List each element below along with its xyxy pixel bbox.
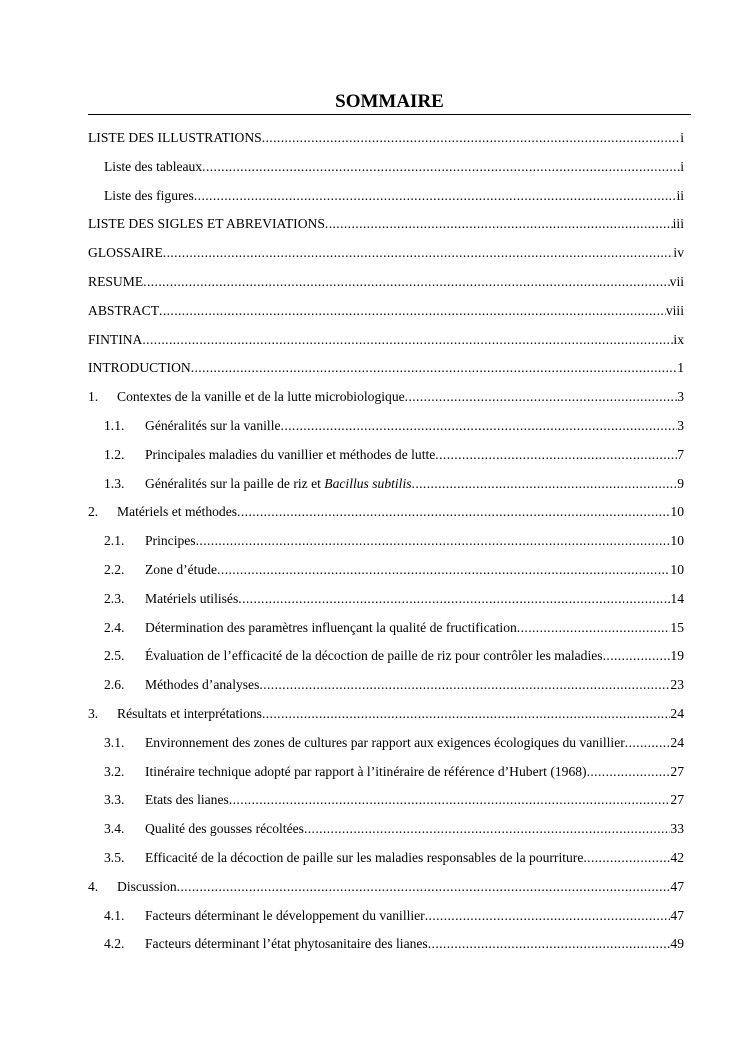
toc-entry[interactable] [88,268,684,297]
toc-entry-number: 3. [88,705,99,721]
toc-entry[interactable] [88,786,684,815]
toc-entry[interactable] [88,383,684,412]
dot-leader [196,527,671,556]
toc-entry-title-text: FINTINA [88,331,143,347]
toc-entry-title-text: Qualité des gousses récoltées [145,821,304,837]
toc-entry-title [117,383,405,412]
toc-entry-title-text: Efficacité de la décoction de paille sur les maladies responsables de la pourriture [145,849,584,865]
toc-entry[interactable] [88,729,684,758]
toc-entry-title-text: Matériels et méthodes [117,504,238,520]
dot-leader [259,671,670,700]
toc-entry-title [88,124,262,153]
toc-entry-page: 3 [677,389,684,405]
toc-entry-title [145,527,196,556]
dot-leader [281,412,678,441]
toc-entry-title [145,470,412,499]
dot-leader [191,354,678,383]
toc-entry[interactable] [88,326,684,355]
dot-leader [262,124,681,153]
toc-entry-page: 23 [670,677,684,693]
toc-entry[interactable] [88,441,684,470]
toc-entry-number: 2.5. [104,648,125,664]
toc-entry-page: 10 [670,561,684,577]
toc-entry-number: 2. [88,504,99,520]
toc-entry-title [88,326,142,355]
toc-entry-title-text: Évaluation de l’efficacité de la décoction de paille de riz pour contrôler les maladies [145,648,603,664]
toc-entry-number: 2.4. [104,619,125,635]
toc-entry-title [104,182,194,211]
dot-leader [142,326,673,355]
toc-entry-page: 9 [677,475,684,491]
toc-entry[interactable] [88,182,684,211]
toc-entry[interactable] [88,239,684,268]
toc-entry-title [145,758,587,787]
toc-entry-number: 3.1. [104,734,125,750]
toc-entry[interactable] [88,297,684,326]
toc-entry-title-text: LISTE DES SIGLES ET ABREVIATIONS [88,216,325,232]
toc-entry-title-text: Facteurs déterminant l’état phytosanitaire des lianes [145,936,428,952]
toc-entry[interactable] [88,844,684,873]
toc-entry-number: 1.1. [104,417,125,433]
toc-entry-title [145,585,238,614]
dot-leader [262,700,670,729]
toc-entry-title-text: Environnement des zones de cultures par rapport aux exigences écologiques du vanillier [145,734,625,750]
dot-leader [625,729,671,758]
toc-entry[interactable] [88,585,684,614]
toc-entry-page: ii [676,187,684,203]
page-title: SOMMAIRE [335,91,444,112]
dot-leader [517,614,671,643]
toc-entry-page: 47 [670,878,684,894]
toc-entry[interactable] [88,614,684,643]
toc-entry-title [145,671,259,700]
toc-entry[interactable] [88,902,684,931]
dot-leader [583,844,670,873]
toc-entry-title [88,239,163,268]
toc-entry-page: 19 [670,648,684,664]
toc-entry-number: 2.6. [104,677,125,693]
toc-entry[interactable] [88,642,684,671]
toc-entry-title [145,729,625,758]
dot-leader [159,297,666,326]
toc-entry-page: vii [669,273,684,289]
toc-entry-number: 4. [88,878,99,894]
toc-entry[interactable] [88,930,684,959]
toc-entry[interactable] [88,556,684,585]
toc-entry-page: i [680,130,684,145]
toc-entry-title-text: Liste des tableaux [104,158,203,174]
dot-leader [587,758,671,787]
dot-leader [238,585,670,614]
toc-entry-page: 7 [677,446,684,462]
toc-entry-page: iv [673,245,684,261]
toc-entry-page: ix [673,331,684,347]
toc-entry-title-text: Itinéraire technique adopté par rapport à l’itinéraire de référence d’Hubert (1968) [145,763,587,779]
toc-entry[interactable] [88,671,684,700]
dot-leader [405,383,678,412]
toc-entry-title-text: Facteurs déterminant le développement du vanillier [145,907,425,923]
toc-entry-page: 42 [670,849,684,865]
toc-entry-page: 14 [670,590,684,606]
toc-entry-title [145,441,435,470]
toc-entry[interactable] [88,124,684,153]
dot-leader [435,441,677,470]
toc-entry-title-text: Principes [145,533,196,549]
toc-entry-page: 49 [670,936,684,952]
toc-entry-title [145,786,229,815]
dot-leader [304,815,670,844]
toc-entry[interactable] [88,470,684,499]
toc-entry[interactable] [88,873,684,902]
toc-entry-title-text: Liste des figures [104,187,194,203]
toc-entry-page: 10 [670,504,684,520]
toc-entry-title [88,268,143,297]
dot-leader [217,556,670,585]
toc-entry-number: 2.2. [104,561,125,577]
toc-entry-title-text: INTRODUCTION [88,360,191,376]
toc-entry-title-text: GLOSSAIRE [88,245,163,261]
dot-leader [425,902,671,931]
dot-leader [229,786,671,815]
toc-entry-page: 27 [670,763,684,779]
toc-entry-number: 1.2. [104,446,125,462]
toc-entry-title [145,412,281,441]
toc-entry-number: 4.2. [104,936,125,952]
toc-entry[interactable] [88,153,684,182]
toc-entry[interactable] [88,815,684,844]
toc-entry-title-text: ABSTRACT [88,302,160,318]
toc-entry-number: 3.4. [104,821,125,837]
toc-entry[interactable] [88,700,684,729]
toc-entry[interactable] [88,412,684,441]
toc-entry-page: viii [665,302,684,318]
toc-entry-title-text: Etats des lianes [145,792,229,808]
toc-entry-title-text: Principales maladies du vanillier et méthodes de lutte [145,446,436,462]
toc-entry-title [117,498,237,527]
toc-entry-title [88,210,325,239]
toc-entry-number: 3.5. [104,849,125,865]
toc-entry-page: 24 [670,705,684,721]
toc-entry-page: 1 [677,360,684,376]
toc-entry-number: 4.1. [104,907,125,923]
toc-entry-title [145,930,428,959]
toc-entry-number: 3.3. [104,792,125,808]
toc-entry-title-text: Zone d’étude [145,561,218,577]
toc-entry-title-text: Détermination des paramètres influençant la qualité de fructification [145,619,517,635]
toc-entry-title-text: Contextes de la vanille et de la lutte microbiologique [117,389,405,405]
toc-entry-title-text: Matériels utilisés [145,590,239,606]
toc-entry-number: 1.3. [104,475,125,491]
toc-entry-page: 27 [670,792,684,808]
toc-entry-title-text: LISTE DES ILLUSTRATIONS [88,130,262,145]
toc-entry-title-text: Généralités sur la paille de riz et [145,475,325,491]
toc-entry-title [104,153,202,182]
toc-entry-number: 3.2. [104,763,125,779]
toc-entry-title [145,815,304,844]
toc-entry-page: 10 [670,533,684,549]
title-underline [88,114,691,115]
toc-entry-page: iii [672,216,684,232]
toc-entry-title [117,873,177,902]
dot-leader [325,210,673,239]
toc-entry-title [145,844,583,873]
toc-entry[interactable] [88,210,684,239]
dot-leader [143,268,670,297]
toc-entry-title [145,902,425,931]
toc-entry-title-text: Discussion [117,878,177,894]
toc-entry-title-text: Méthodes d’analyses [145,677,260,693]
toc-entry[interactable] [88,758,684,787]
toc-entry-number: 2.3. [104,590,125,606]
toc-entry-page: 24 [670,734,684,750]
toc-entry-number: 2.1. [104,533,125,549]
toc-entry-page: 15 [670,619,684,635]
dot-leader [177,873,671,902]
toc-entry-title-italic: Bacillus subtilis [324,475,412,491]
toc-entry-title-text: Résultats et interprétations [117,705,262,721]
dot-leader [194,182,677,211]
toc-entry-title [145,642,603,671]
toc-entry[interactable] [88,498,684,527]
toc-entry-title-text: Généralités sur la vanille [145,417,281,433]
toc-entry-page: 3 [677,417,684,433]
toc-entry-title [145,614,517,643]
toc-entry-title [88,354,191,383]
dot-leader [412,470,678,499]
toc-entry[interactable] [88,354,684,383]
dot-leader [428,930,671,959]
dot-leader [603,642,671,671]
toc-entry-title [88,297,159,326]
toc-entry-title [145,556,217,585]
dot-leader [237,498,670,527]
toc-entry-page: 47 [670,907,684,923]
toc-entry-page: 33 [670,821,684,837]
dot-leader [163,239,674,268]
toc-entry-page: i [680,158,684,174]
toc-entry-number: 1. [88,389,99,405]
toc-entry[interactable] [88,527,684,556]
toc-entry-title [117,700,262,729]
table-of-contents [88,124,684,959]
dot-leader [202,153,680,182]
toc-entry-title-text: RESUME [88,273,144,289]
